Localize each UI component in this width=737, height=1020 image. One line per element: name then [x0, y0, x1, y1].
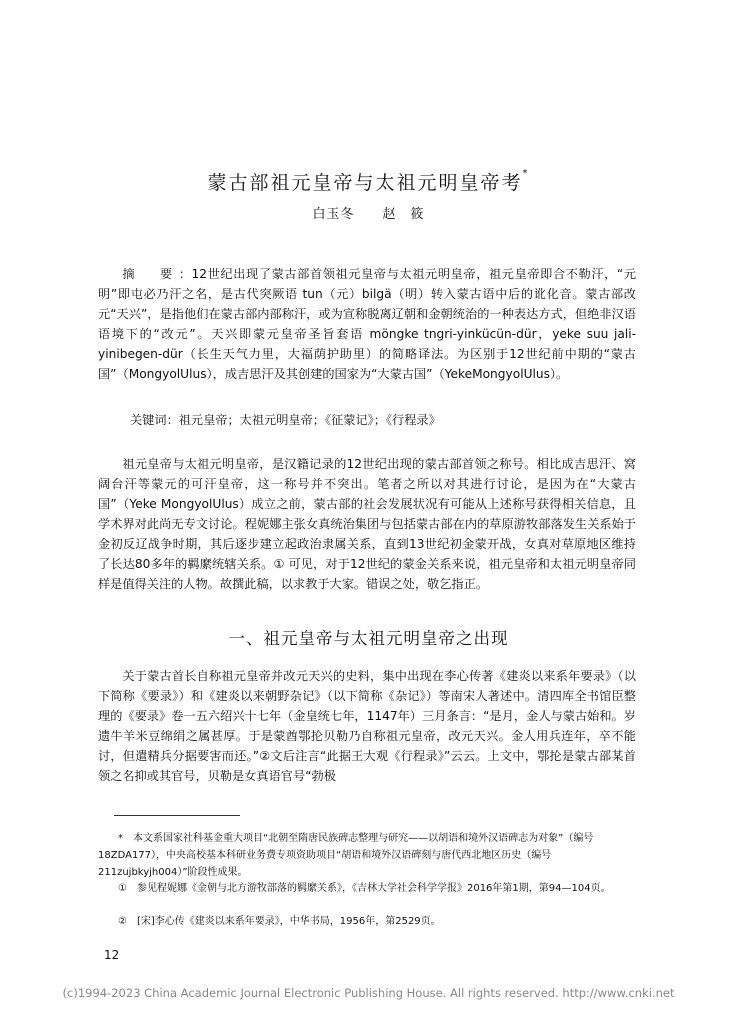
- abstract-text: ：12世纪出现了蒙古部首领祖元皇帝与太祖元明皇帝，祖元皇帝即合不勒汗，“元明”即屯必乃汗之名，是古代突厥语 tun（元）bilgä（明）转入蒙古语中后的讹化音。蒙古部改元“天兴”，是指他们在蒙古部内部称汗，或为宣称脱离辽朝和金朝统治的一种表达方式，但绝非汉语语境下的“改元”。天兴即蒙元皇帝圣旨套语 möngke tngri-yinkücün-dür，yeke suu jali-yinibegen-dür（长生天气力里，大福荫护助里）的简略译法。为区别于12世纪前中期的“蒙古国”（MongyolUlus），成吉思汗及其创建的国家为“大蒙古国”（YekeMongyolUlus）。: [98, 267, 637, 381]
- section-heading: 一、祖元皇帝与太祖元明皇帝之出现: [228, 629, 509, 648]
- keywords-label: 关键词: [130, 413, 167, 427]
- footnote-2: [98, 913, 636, 930]
- title-footnote-mark: *: [522, 168, 530, 179]
- author-line: 白玉冬 赵 筱: [312, 207, 425, 222]
- title-text: 蒙古部祖元皇帝与太祖元明皇帝考: [207, 172, 523, 194]
- footnote-funding: [98, 830, 636, 881]
- keywords: [130, 410, 640, 430]
- page-number: 12: [104, 948, 120, 962]
- body-paragraph: 关于蒙古首长自称祖元皇帝并改元天兴的史料，集中出现在李心传著《建炎以来系年要录》（以下简称《要录》）和《建炎以来朝野杂记》（以下简称《杂记》）等南宋人著述中。清四库全书馆臣整理的《要录》卷一五六绍兴十七年（金皇统七年，1147年）三月条言：“是月，金人与蒙古始和。岁遗牛羊米豆绵绢之属甚厚。于是蒙酋鄂抡贝勒乃自称祖元皇帝，改元天兴。金人用兵连年，卒不能讨，但遣精兵分据要害而还。”②文后注言“此据王大观《行程录》”云云。上文中，鄂抡是蒙古部某首领之名抑或其官号，贝勒是女真语官号“勃极: [98, 669, 636, 783]
- footnote-text: ① 参见程妮娜《金朝与北方游牧部落的羁縻关系》，《吉林大学社会科学学报》2016年第1期，第94—104页。: [118, 883, 611, 894]
- intro-paragraph: 祖元皇帝与太祖元明皇帝，是汉籍记录的12世纪出现的蒙古部首领之称号。相比成吉思汗、窝阔台汗等蒙元的可汗皇帝，这一称号并不突出。笔者之所以对其进行讨论，是因为在“大蒙古国”（Yeke MongyolUlus）成立之前，蒙古部的社会发展状况有可能从上述称号获得相关信息，且学术界对此尚无专文讨论。程妮娜主张女真统治集团与包括蒙古部在内的草原游牧部落发生关系始于金初反辽战争时期，其后逐步建立起政治隶属关系，直到13世纪初金蒙开战，女真对草原地区维持了长达80多年的羁縻统辖关系。① 可见，对于12世纪的蒙金关系来说，祖元皇帝和太祖元明皇帝同样是值得关注的人物。故撰此稿，以求教于大家。错误之处，敬乞指正。: [98, 457, 636, 591]
- footnote-text: ② [宋]李心传《建炎以来系年要录》，中华书局，1956年，第2529页。: [118, 916, 441, 927]
- footnote-1: [98, 880, 636, 897]
- footnote-divider: [114, 815, 240, 816]
- footnote-text: * 本文系国家社科基金重大项目“北朝至隋唐民族碑志整理与研究——以胡语和境外汉语碑志为对象”（编号18ZDA177），中央高校基本科研业务费专项资助项目“胡语和境外汉语碑刻与唐代西北地区历史（编号211zujbkyjh004）”阶段性成果。: [98, 833, 594, 878]
- abstract-label: 摘 要: [122, 267, 179, 281]
- keywords-text: ：祖元皇帝；太祖元明皇帝；《征蒙记》；《行程录》: [166, 413, 441, 427]
- abstract: [98, 264, 636, 384]
- page-title: [0, 168, 737, 195]
- copyright-line: (c)1994-2023 China Academic Journal Electronic Publishing House. All rights reserved. http://www.cnki.net: [62, 986, 675, 1000]
